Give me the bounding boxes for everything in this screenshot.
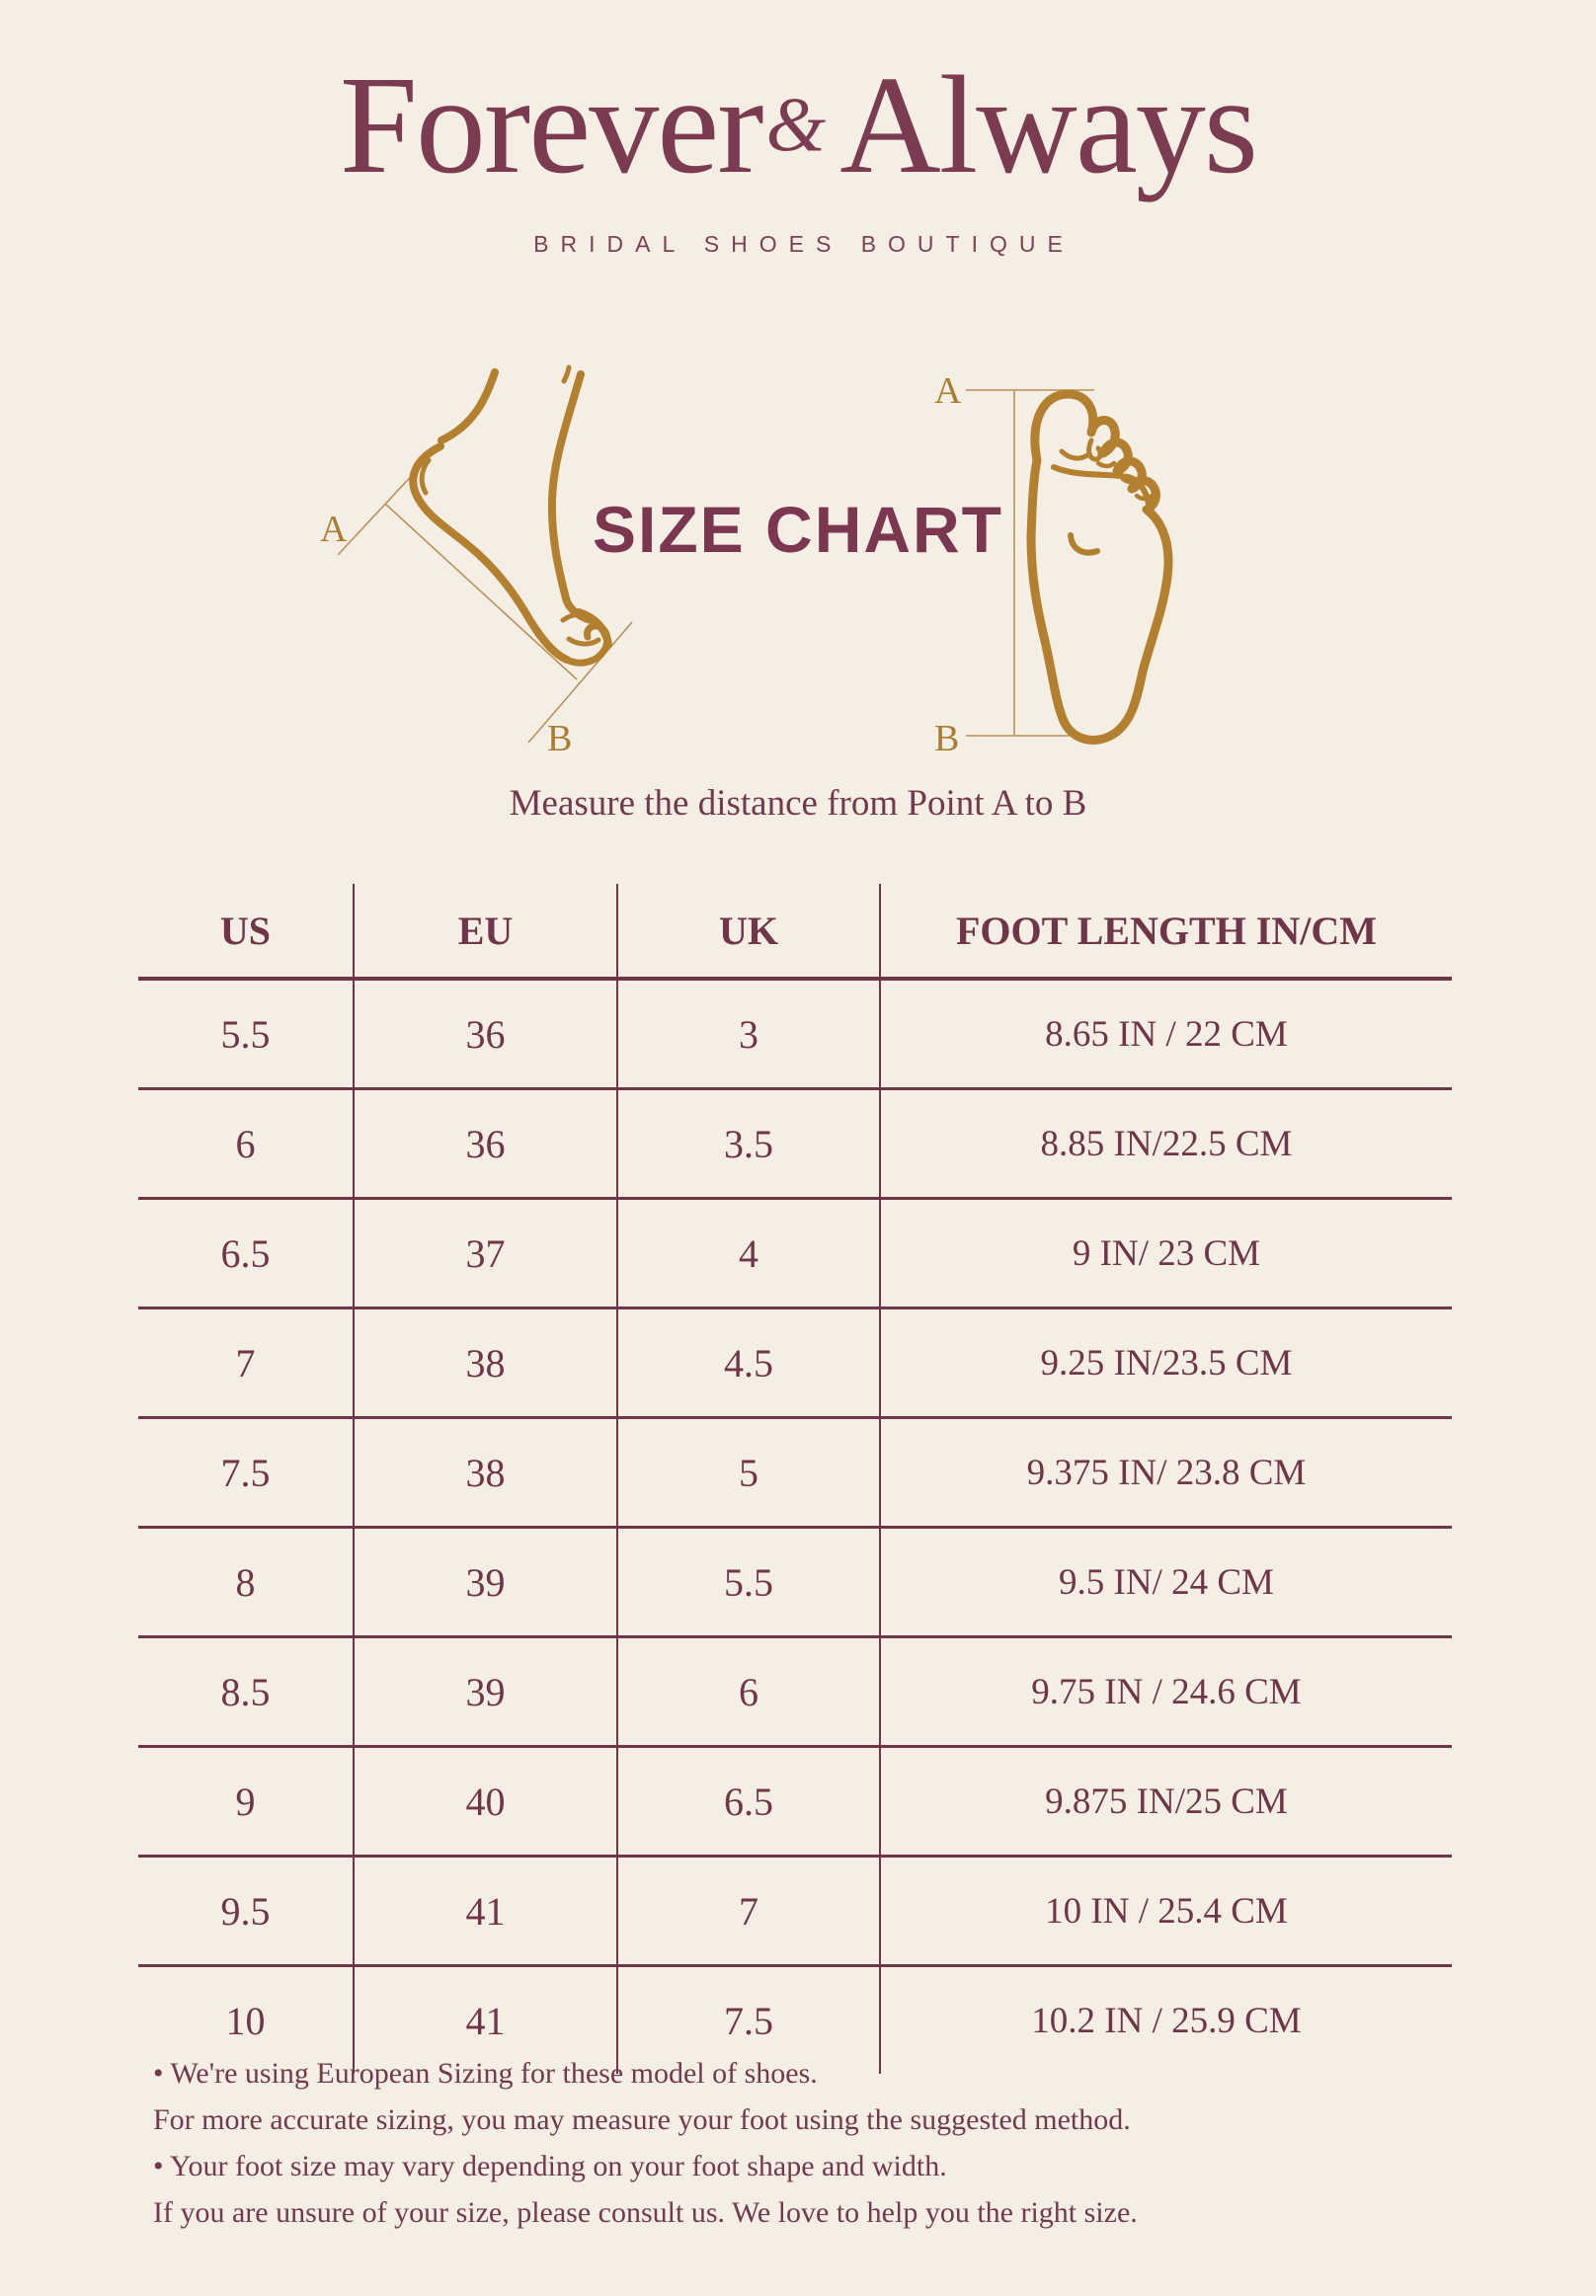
size-table-body [138,979,1452,2074]
brand-name [0,45,1596,225]
us-size-cell: 6 [138,1089,354,1199]
column-header-foot-length: FOOT LENGTH IN/CM [880,884,1452,979]
foot-length-cell: 9.5 IN/ 24 CM [880,1528,1452,1637]
brand-logo [0,45,1596,258]
size-chart-title: SIZE CHART [593,493,1003,566]
sole-foot-line-art [1031,394,1168,740]
uk-size-cell: 7 [617,1857,880,1966]
sole-foot-point-a-label: A [934,370,962,412]
foot-length-cell: 9.875 IN/25 CM [880,1747,1452,1857]
eu-size-cell: 38 [354,1308,617,1418]
sizing-notes [153,2059,1138,2245]
sole-foot-point-b-label: B [934,718,960,759]
table-row [138,1308,1452,1418]
eu-size-cell: 39 [354,1528,617,1637]
us-size-cell: 7 [138,1308,354,1418]
us-size-cell: 7.5 [138,1418,354,1528]
uk-size-cell: 3.5 [617,1089,880,1199]
note-line: • We're using European Sizing for these model of shoes. [153,2057,818,2090]
uk-size-cell: 3 [617,979,880,1089]
table-row [138,1418,1452,1528]
foot-length-cell: 10.2 IN / 25.9 CM [1031,2000,1302,2041]
table-row [138,979,1452,1089]
table-row [138,1528,1452,1637]
us-size-cell: 5.5 [138,979,354,1089]
us-size-cell: 6.5 [138,1199,354,1308]
note-line: • Your foot size may vary depending on your foot shape and width. [153,2150,947,2182]
table-row [138,1747,1452,1857]
us-size-cell: 8.5 [138,1637,354,1747]
eu-size-cell: 39 [354,1637,617,1747]
uk-size-cell: 7.5 [617,1966,880,2075]
us-size-cell: 9 [138,1747,354,1857]
column-header-eu: EU [354,884,617,979]
eu-size-cell: 36 [354,979,617,1089]
eu-size-cell: 38 [354,1418,617,1528]
brand-name-left: Forever [339,46,762,202]
uk-size-cell: 6.5 [617,1747,880,1857]
table-row [138,1637,1452,1747]
eu-size-cell: 37 [354,1199,617,1308]
size-table [138,884,1452,2074]
foot-length-cell: 8.65 IN / 22 CM [880,979,1452,1089]
us-size-cell: 8 [138,1528,354,1637]
uk-size-cell: 5.5 [617,1528,880,1637]
uk-size-cell: 4.5 [617,1308,880,1418]
uk-size-cell: 5 [617,1418,880,1528]
foot-length-cell: 9.75 IN / 24.6 CM [880,1637,1452,1747]
column-header-uk: UK [617,884,880,979]
column-header-us: US [138,884,354,979]
us-size-cell: 10 [138,1966,354,2075]
foot-length-cell: 9 IN/ 23 CM [880,1199,1452,1308]
foot-length-cell: 9.25 IN/23.5 CM [880,1308,1452,1418]
us-size-cell: 9.5 [138,1857,354,1966]
table-row [138,1199,1452,1308]
brand-ampersand: & [765,81,825,167]
size-table-header [138,884,1452,979]
note-line: For more accurate sizing, you may measure your foot using the suggested method. [153,2103,1131,2136]
table-row [138,1857,1452,1966]
foot-length-cell: 10 IN / 25.4 CM [880,1857,1452,1966]
measure-caption: Measure the distance from Point A to B [509,783,1087,824]
eu-size-cell: 40 [354,1747,617,1857]
foot-length-cell: 8.85 IN/22.5 CM [880,1089,1452,1199]
eu-size-cell: 41 [354,1966,617,2075]
eu-size-cell: 36 [354,1089,617,1199]
uk-size-cell: 6 [617,1637,880,1747]
brand-subtitle: BRIDAL SHOES BOUTIQUE [533,231,1075,257]
side-foot-point-a-label: A [320,509,348,550]
table-row [138,1089,1452,1199]
uk-size-cell: 4 [617,1199,880,1308]
note-line: If you are unsure of your size, please consult us. We love to help you the right size. [153,2196,1138,2229]
brand-name-right: Always [839,46,1257,202]
foot-length-cell: 9.375 IN/ 23.8 CM [880,1418,1452,1528]
sole-foot-illustration [928,365,1256,780]
side-foot-point-b-label: B [547,718,573,758]
eu-size-cell: 41 [354,1857,617,1966]
